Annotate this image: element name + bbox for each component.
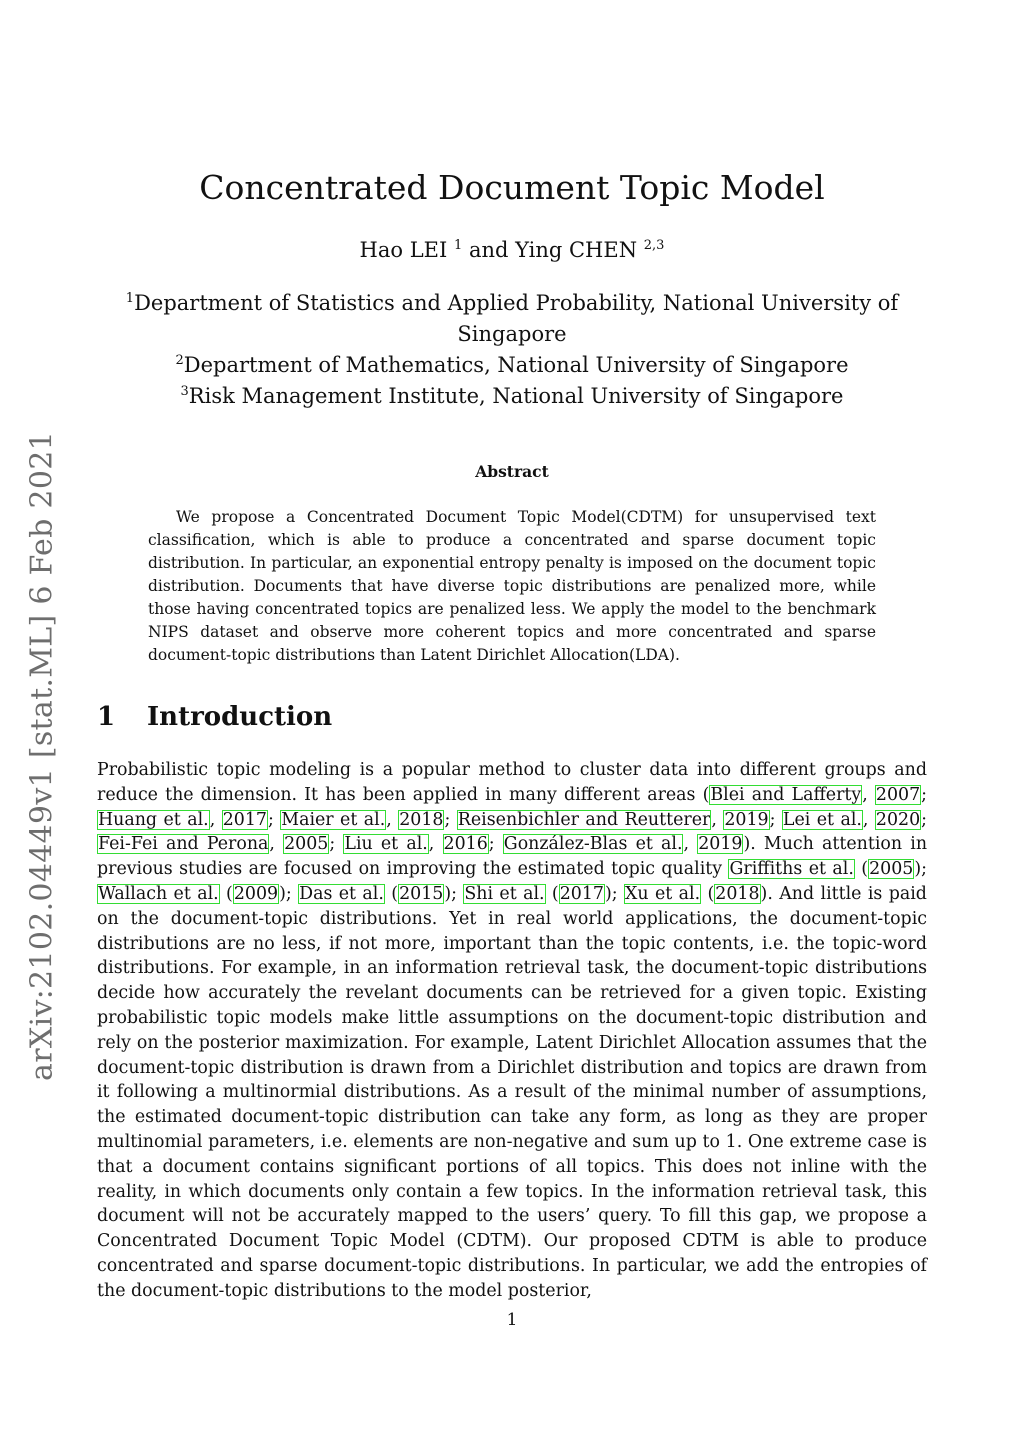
body-text: ( — [701, 883, 715, 904]
citation-link[interactable]: Das et al. — [299, 883, 384, 904]
abstract-heading: Abstract — [475, 462, 549, 481]
abstract-body: We propose a Concentrated Document Topic Model(CDTM) for unsupervised text classification, which is able to produce a concentrated and sparse document topic distribution. In particular, an exponential entropy penalty is imposed on the document topic distribution. Documents that have diverse topic distributions are penalized more, while those having concentrated topics are penalized less. We apply the model to the benchmark NIPS dataset and observe more coherent topics and more concentrated and sparse document-topic distributions than Latent Dirichlet Allocation(LDA). — [148, 508, 876, 664]
author-affiliation-mark: 2,3 — [643, 238, 665, 253]
citation-link[interactable]: 2009 — [233, 883, 279, 904]
citation-link[interactable]: 2018 — [715, 883, 760, 904]
citation-link[interactable]: Liu et al. — [344, 834, 428, 855]
citation-link[interactable]: Shi et al. — [464, 883, 545, 904]
body-text: , — [209, 809, 222, 830]
author-line — [0, 238, 1024, 262]
body-text: ; — [769, 809, 782, 830]
body-text: ). Much attention in previous studies are focused on improving the estimated topic quality — [97, 834, 928, 880]
affiliation — [110, 350, 914, 381]
body-text: ( — [545, 883, 559, 904]
affiliation — [110, 381, 914, 412]
body-text: ); — [604, 883, 625, 904]
citation-link[interactable]: González-Blas et al. — [503, 834, 683, 855]
author-name: Hao LEI — [359, 238, 448, 262]
citation-link[interactable]: 2019 — [698, 834, 743, 855]
body-text: , — [711, 809, 724, 830]
introduction-paragraph — [97, 758, 927, 1304]
citation-link[interactable]: Huang et al. — [98, 809, 209, 830]
citation-link[interactable]: 2019 — [724, 809, 769, 830]
citation-link[interactable]: 2020 — [875, 809, 921, 830]
body-text: , — [683, 834, 698, 855]
author-affiliation-mark: 1 — [453, 238, 463, 253]
body-text: ; — [267, 809, 281, 830]
body-text: ). And little is paid on the document-topic distributions. Yet in real world applications, the document-topic distributions are no less, if not more, important than the topic contents, i.e. the topic-word distributions. For example, in an information retrieval task, the document-topic distributions decide how accurately the revelant documents can be retrieved for a given topic. Existing probabilistic topic models make little assumptions on the document-topic distribution and rely on the posterior maximization. For example, Latent Dirichlet Allocation assumes that the document-topic distribution is drawn from a Dirichlet distribution and topics are drawn from it following a multinormial distributions. As a result of the minimal number of assumptions, the estimated document-topic distribution can take any form, as long as they are proper multinomial parameters, i.e. elements are non-negative and sum up to 1. One extreme case is that a document contains significant portions of all topics. This does not inline with the reality, in which documents only contain a few topics. In the information retrieval task, this document will not be accurately mapped to the users’ query. To fill this gap, we propose a Concentrated Document Topic Model (CDTM). Our proposed CDTM is able to produce concentrated and sparse document-topic distributions. In particular, we add the entropies of the document-topic distributions to the model posterior, — [97, 883, 927, 1301]
citation-link[interactable]: 2007 — [875, 784, 921, 805]
body-text: Probabilistic topic modeling is a popular method to cluster data into different groups and reduce the dimension. It has been applied in many different areas ( — [97, 760, 927, 805]
citation-link[interactable]: 2005 — [869, 859, 914, 880]
citation-link[interactable]: Wallach et al. — [98, 883, 219, 904]
section-title: Introduction — [147, 702, 333, 732]
citation-link[interactable]: Reisenbichler and Reutterer — [457, 809, 711, 830]
citation-link[interactable]: 2005 — [284, 834, 329, 855]
section-number: 1 — [97, 702, 116, 732]
body-text: ); — [914, 859, 927, 880]
body-text: ; — [488, 834, 503, 855]
body-text: ( — [854, 859, 869, 880]
citation-link[interactable]: Xu et al. — [625, 883, 701, 904]
body-text: , — [269, 834, 284, 855]
citation-link[interactable]: Fei-Fei and Perona — [98, 834, 269, 855]
citation-link[interactable]: Blei and Lafferty — [710, 784, 862, 805]
affiliation-text: Department of Mathematics, National University of Singapore — [183, 353, 849, 377]
body-text: ); — [444, 883, 464, 904]
body-text: ; — [921, 784, 927, 805]
author-name: Ying CHEN — [515, 238, 638, 262]
body-text: , — [386, 809, 399, 830]
affiliations — [110, 288, 914, 412]
citation-link[interactable]: 2018 — [399, 809, 444, 830]
citation-link[interactable]: Griffiths et al. — [729, 859, 854, 880]
citation-link[interactable]: Lei et al. — [782, 809, 862, 830]
arxiv-identifier: arXiv:2102.04449v1 [stat.ML] 6 Feb 2021 — [24, 431, 60, 1081]
paper-title: Concentrated Document Topic Model — [199, 168, 825, 207]
affiliation-text: Risk Management Institute, National University of Singapore — [188, 384, 844, 408]
citation-link[interactable]: 2017 — [222, 809, 267, 830]
section-heading — [97, 702, 332, 732]
body-text: ( — [219, 883, 233, 904]
affiliation-mark: 1 — [125, 291, 135, 306]
page-number: 1 — [506, 1310, 518, 1330]
citation-link[interactable]: Maier et al. — [281, 809, 386, 830]
affiliation-text: Department of Statistics and Applied Probability, National University of Singapore — [134, 291, 899, 346]
body-text: , — [428, 834, 443, 855]
affiliation — [110, 288, 914, 350]
body-text: ; — [921, 809, 928, 830]
citation-link[interactable]: 2015 — [399, 883, 444, 904]
body-text: ; — [329, 834, 344, 855]
citation-link[interactable]: 2016 — [443, 834, 488, 855]
author-connector: and — [468, 238, 509, 262]
affiliation-mark: 2 — [175, 353, 184, 368]
body-text: ; — [444, 809, 457, 830]
affiliation-mark: 3 — [180, 384, 189, 399]
citation-link[interactable]: 2017 — [559, 883, 604, 904]
body-text: , — [862, 784, 875, 805]
body-text: ( — [384, 883, 399, 904]
body-text: , — [862, 809, 875, 830]
body-text: ); — [279, 883, 299, 904]
